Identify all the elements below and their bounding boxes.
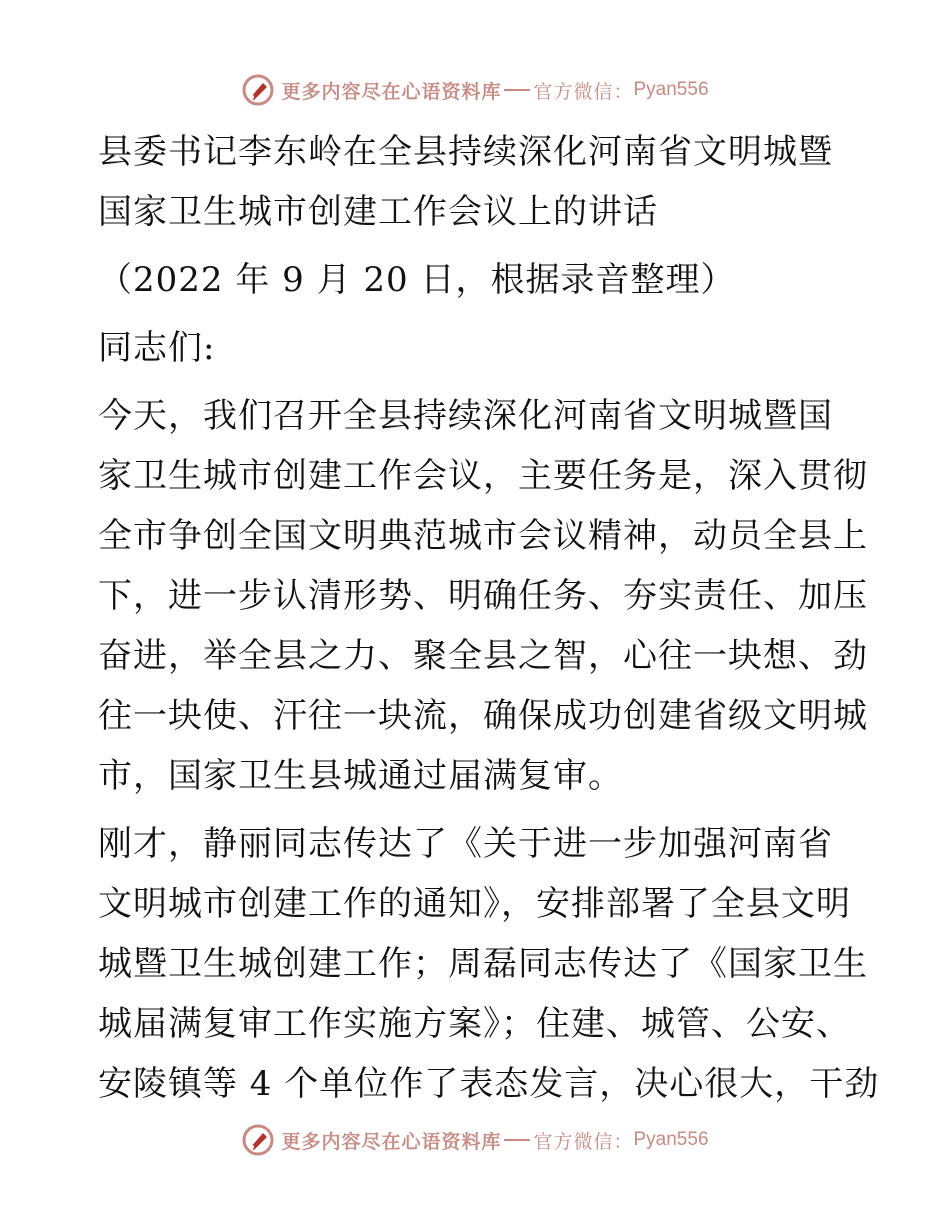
- paragraph-line: 奋进，举全县之力、聚全县之智，心往一块想、劲: [98, 636, 868, 676]
- paragraph-1: [98, 386, 868, 806]
- watermark-brand: 更多内容尽在心语资料库: [281, 1130, 502, 1153]
- watermark-brand: 更多内容尽在心语资料库: [281, 80, 502, 103]
- title-line-2: 国家卫生城市创建工作会议上的讲话: [98, 192, 658, 232]
- watermark-dash: [504, 89, 530, 91]
- salutation: 同志们:: [98, 328, 216, 368]
- document-body: [98, 122, 880, 1114]
- pen-nib-circle-icon: [241, 1123, 275, 1157]
- watermark-wechat-label: 官方微信：: [533, 80, 634, 103]
- paragraph-line: 城届满复审工作实施方案》；住建、城管、公安、: [98, 1004, 851, 1044]
- paragraph-line: 市，国家卫生县城通过届满复审。: [98, 756, 623, 796]
- paragraph-line: 城暨卫生城创建工作；周磊同志传达了《国家卫生: [98, 944, 868, 984]
- header-watermark: [0, 70, 950, 110]
- paragraph-line: 下，进一步认清形势、明确任务、夯实责任、加压: [98, 576, 868, 616]
- paragraph-line: 刚才，静丽同志传达了《关于进一步加强河南省: [98, 824, 833, 864]
- watermark-wechat-id: Pyan556: [633, 1129, 709, 1150]
- watermark-wechat-id: Pyan556: [633, 79, 709, 100]
- paragraph-line: 安陵镇等 4 个单位作了表态发言，决心很大，干劲: [98, 1064, 880, 1104]
- watermark-wechat-label: 官方微信：: [533, 1130, 634, 1153]
- footer-watermark: [0, 1120, 950, 1160]
- paragraph-line: 文明城市创建工作的通知》，安排部署了全县文明: [98, 884, 851, 924]
- paragraph-line: 今天，我们召开全县持续深化河南省文明城暨国: [98, 396, 833, 436]
- paragraph-line: 家卫生城市创建工作会议，主要任务是，深入贯彻: [98, 456, 868, 496]
- paragraph-2: [98, 814, 880, 1114]
- watermark-dash: [504, 1139, 530, 1141]
- paragraph-line: 全市争创全国文明典范城市会议精神，动员全县上: [98, 516, 868, 556]
- date-note: （2022 年 9 月 20 日，根据录音整理）: [98, 260, 736, 300]
- pen-nib-circle-icon: [241, 73, 275, 107]
- title-line-1: 县委书记李东岭在全县持续深化河南省文明城暨: [98, 132, 833, 172]
- paragraph-line: 往一块使、汗往一块流，确保成功创建省级文明城: [98, 696, 868, 736]
